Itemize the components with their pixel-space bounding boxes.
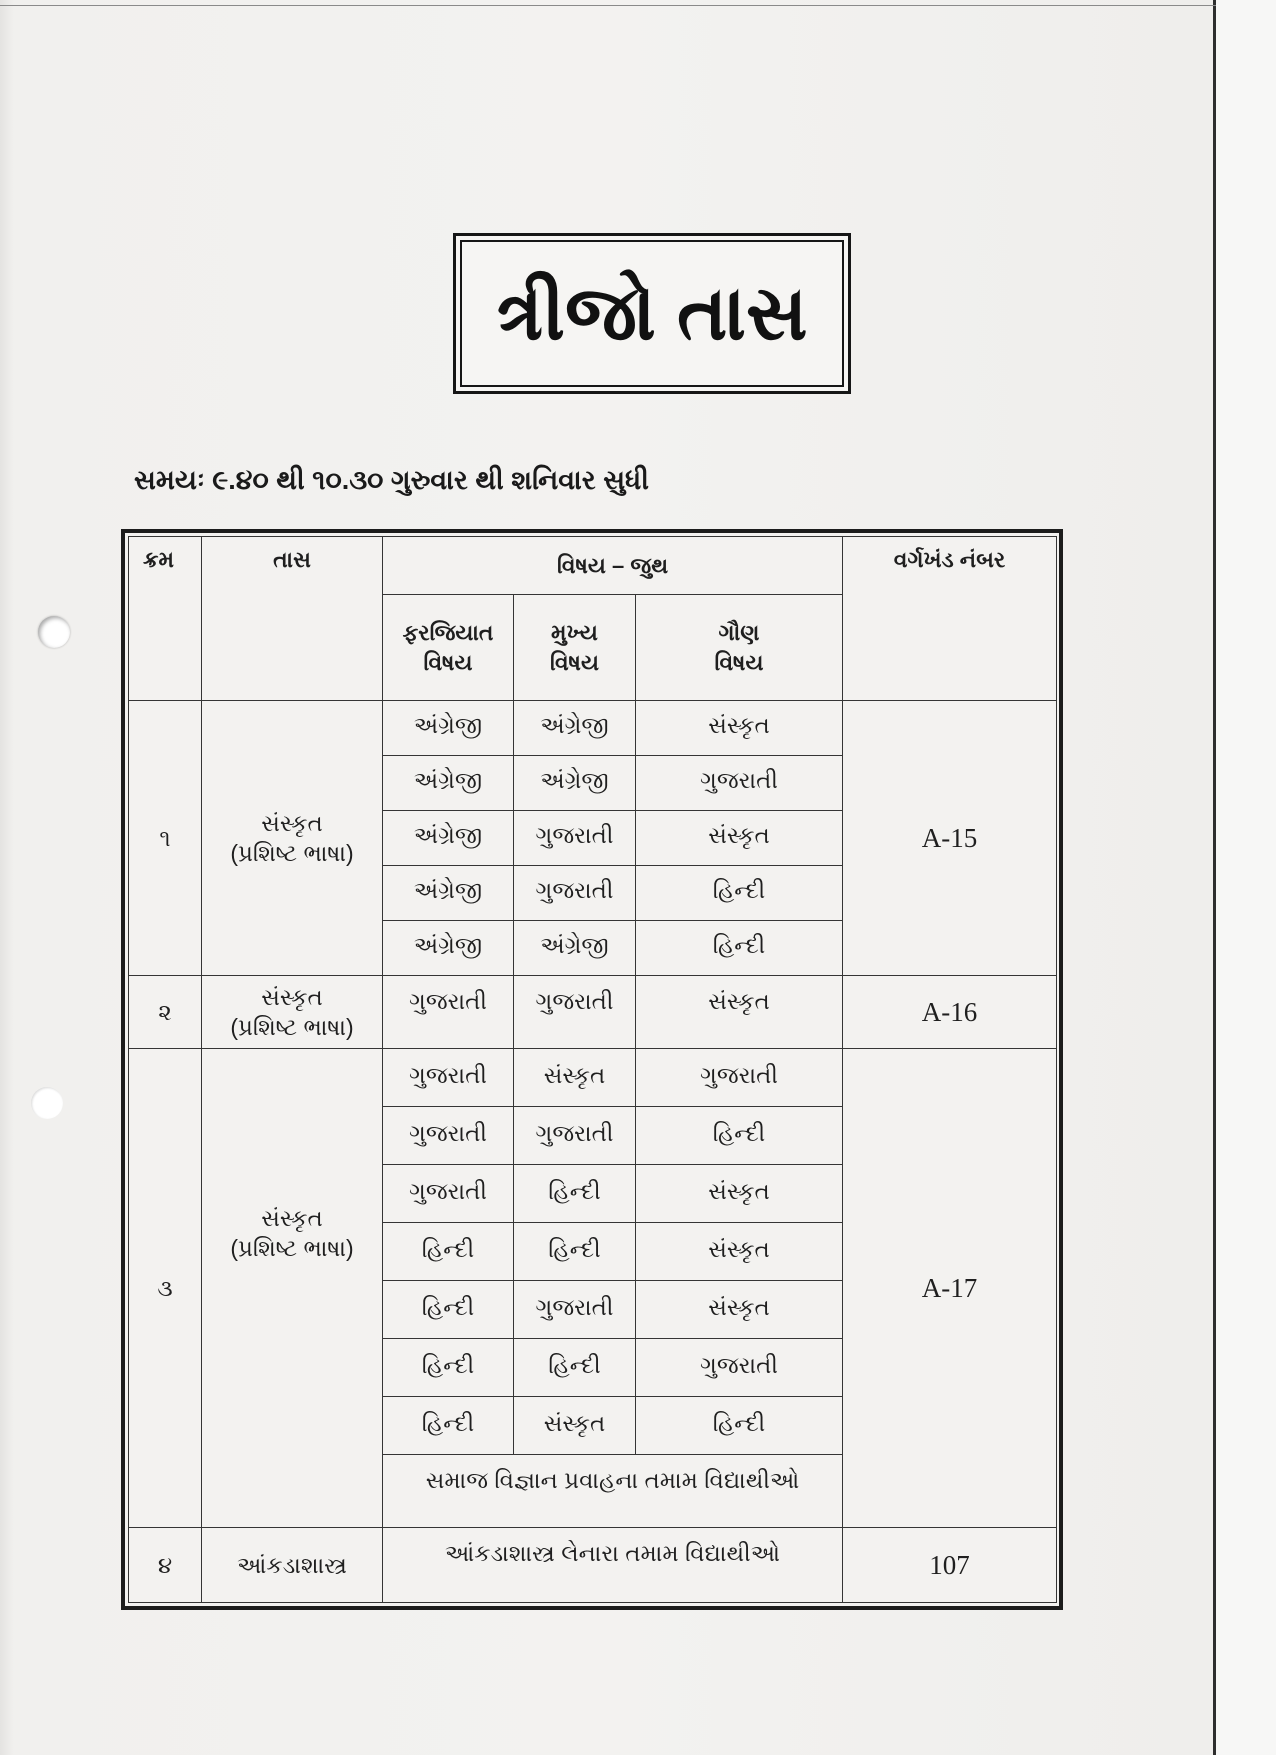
scan-background-margin — [1216, 0, 1276, 1755]
compulsory-subject-cell: ગુજરાતી — [383, 1165, 514, 1223]
title-box-inner-border — [460, 240, 844, 387]
serial-number-cell: ૪ — [129, 1528, 202, 1603]
compulsory-subject-cell: ગુજરાતી — [383, 1049, 514, 1107]
page-title: ત્રીજો તાસ — [496, 270, 808, 356]
period-name-line: આંકડાશાસ્ત્ર — [237, 1552, 347, 1578]
group-note-cell: સમાજ વિજ્ઞાન પ્રવાહના તમામ વિદ્યાથીઓ — [383, 1455, 843, 1528]
secondary-subject-cell: ગુજરાતી — [636, 1339, 843, 1397]
compulsory-subject-cell: ગુજરાતી — [383, 976, 514, 1049]
header-line: વિષય — [550, 649, 599, 675]
main-subject-cell: હિન્દી — [514, 1339, 636, 1397]
column-header-period: તાસ — [202, 537, 383, 701]
secondary-subject-cell: ગુજરાતી — [636, 756, 843, 811]
period-name-line: સંસ્કૃત — [261, 810, 323, 836]
period-name-line: (પ્રશિષ્ટ ભાષા) — [230, 840, 354, 866]
column-header-room: વર્ગખંડ નંબર — [843, 537, 1057, 701]
header-line: ગૌણ — [718, 619, 760, 645]
compulsory-subject-cell: અંગ્રેજી — [383, 811, 514, 866]
title-box — [453, 233, 851, 394]
compulsory-subject-cell: હિન્દી — [383, 1339, 514, 1397]
column-header-secondary — [636, 595, 843, 701]
secondary-subject-cell: સંસ્કૃત — [636, 1223, 843, 1281]
secondary-subject-cell: સંસ્કૃત — [636, 976, 843, 1049]
period-name-cell — [202, 1528, 383, 1603]
compulsory-subject-cell: હિન્દી — [383, 1397, 514, 1455]
main-subject-cell: ગુજરાતી — [514, 866, 636, 921]
main-subject-cell: હિન્દી — [514, 1165, 636, 1223]
period-name-line: (પ્રશિષ્ટ ભાષા) — [230, 1014, 354, 1040]
period-name-line: સંસ્કૃત — [261, 1205, 323, 1231]
main-subject-cell: અંગ્રેજી — [514, 701, 636, 756]
main-subject-cell: સંસ્કૃત — [514, 1049, 636, 1107]
secondary-subject-cell: હિન્દી — [636, 1397, 843, 1455]
column-header-main — [514, 595, 636, 701]
room-number-cell: A-17 — [843, 1049, 1057, 1528]
column-header-serial: ક્રમ — [129, 537, 202, 701]
punch-hole — [31, 1087, 63, 1119]
compulsory-subject-cell: અંગ્રેજી — [383, 756, 514, 811]
secondary-subject-cell: સંસ્કૃત — [636, 701, 843, 756]
secondary-subject-cell: ગુજરાતી — [636, 1049, 843, 1107]
secondary-subject-cell: હિન્દી — [636, 921, 843, 976]
main-subject-cell: ગુજરાતી — [514, 976, 636, 1049]
header-line: મુખ્ય — [551, 619, 598, 645]
period-name-cell — [202, 701, 383, 976]
compulsory-subject-cell: હિન્દી — [383, 1281, 514, 1339]
main-subject-cell: ગુજરાતી — [514, 811, 636, 866]
header-line: ફરજિયાત — [402, 619, 494, 645]
table-row — [129, 976, 1057, 1049]
group-note-cell: આંકડાશાસ્ત્ર લેનારા તમામ વિદ્યાથીઓ — [383, 1528, 843, 1603]
compulsory-subject-cell: અંગ્રેજી — [383, 866, 514, 921]
table-row — [129, 1049, 1057, 1107]
page-right-edge — [1213, 0, 1216, 1755]
serial-number-cell: ૨ — [129, 976, 202, 1049]
secondary-subject-cell: હિન્દી — [636, 866, 843, 921]
compulsory-subject-cell: અંગ્રેજી — [383, 921, 514, 976]
period-name-line: સંસ્કૃત — [261, 984, 323, 1010]
compulsory-subject-cell: અંગ્રેજી — [383, 701, 514, 756]
period-name-cell — [202, 976, 383, 1049]
table-row — [129, 1528, 1057, 1603]
header-row — [129, 537, 1057, 595]
time-schedule-line: સમયઃ ૯.૪૦ થી ૧૦.૩૦ ગુરુવાર થી શનિવાર સુધી — [134, 465, 649, 495]
room-number-cell: 107 — [843, 1528, 1057, 1603]
main-subject-cell: હિન્દી — [514, 1223, 636, 1281]
page-top-edge — [0, 5, 1216, 6]
main-subject-cell: ગુજરાતી — [514, 1281, 636, 1339]
period-name-line: (પ્રશિષ્ટ ભાષા) — [230, 1235, 354, 1261]
main-subject-cell: અંગ્રેજી — [514, 756, 636, 811]
main-subject-cell: ગુજરાતી — [514, 1107, 636, 1165]
punch-hole — [38, 616, 70, 648]
period-name-cell — [202, 1049, 383, 1528]
secondary-subject-cell: સંસ્કૃત — [636, 1165, 843, 1223]
main-subject-cell: સંસ્કૃત — [514, 1397, 636, 1455]
secondary-subject-cell: સંસ્કૃત — [636, 1281, 843, 1339]
secondary-subject-cell: સંસ્કૃત — [636, 811, 843, 866]
column-header-compulsory — [383, 595, 514, 701]
room-number-cell: A-16 — [843, 976, 1057, 1049]
header-line: વિષય — [714, 649, 764, 675]
header-line: વિષય — [423, 649, 473, 675]
secondary-subject-cell: હિન્દી — [636, 1107, 843, 1165]
room-number-cell: A-15 — [843, 701, 1057, 976]
compulsory-subject-cell: ગુજરાતી — [383, 1107, 514, 1165]
column-header-subject-group: વિષય – જુથ — [383, 537, 843, 595]
serial-number-cell: ૧ — [129, 701, 202, 976]
compulsory-subject-cell: હિન્દી — [383, 1223, 514, 1281]
main-subject-cell: અંગ્રેજી — [514, 921, 636, 976]
timetable-frame — [121, 529, 1063, 1610]
serial-number-cell: ૩ — [129, 1049, 202, 1528]
table-row — [129, 701, 1057, 756]
timetable — [128, 536, 1057, 1603]
